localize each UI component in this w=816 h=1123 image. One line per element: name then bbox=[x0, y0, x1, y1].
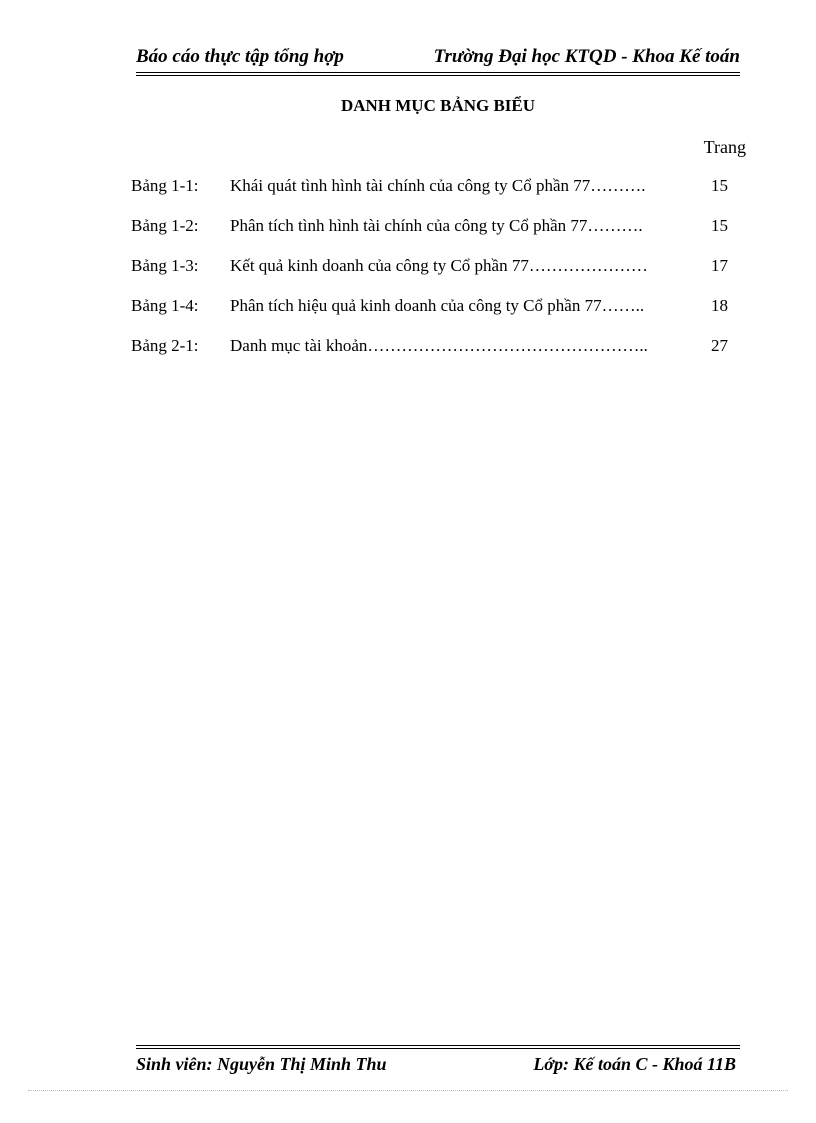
page-number: 15 bbox=[711, 176, 728, 195]
table-title: Phân tích hiệu quả kinh doanh của công ty Cổ phần 77…….. bbox=[230, 296, 645, 315]
header-rule bbox=[136, 75, 740, 76]
list-item[interactable] bbox=[131, 216, 741, 256]
table-number: Bảng 1-4: bbox=[131, 296, 199, 315]
table-number: Bảng 2-1: bbox=[131, 336, 199, 355]
list-item[interactable] bbox=[131, 296, 741, 336]
page-number: 17 bbox=[711, 256, 728, 275]
page-header bbox=[136, 46, 740, 68]
page-edge-dotted-line bbox=[28, 1090, 788, 1091]
table-number: Bảng 1-2: bbox=[131, 216, 199, 235]
table-number: Bảng 1-3: bbox=[131, 256, 199, 275]
footer-student-name: Sinh viên: Nguyễn Thị Minh Thu bbox=[136, 1054, 387, 1074]
table-title: Phân tích tình hình tài chính của công ty Cổ phần 77………. bbox=[230, 216, 643, 235]
table-number: Bảng 1-1: bbox=[131, 176, 199, 195]
page-number: 15 bbox=[711, 216, 728, 235]
header-report-title: Báo cáo thực tập tổng hợp bbox=[136, 46, 344, 67]
page-number: 27 bbox=[711, 336, 728, 355]
footer-class-name: Lớp: Kế toán C - Khoá 11B bbox=[533, 1054, 736, 1074]
list-item[interactable] bbox=[131, 256, 741, 296]
page-column-label: Trang bbox=[703, 137, 746, 157]
footer-rule bbox=[136, 1045, 740, 1046]
header-rule bbox=[136, 72, 740, 73]
table-title: Danh mục tài khoản………………………………………….. bbox=[230, 336, 648, 355]
table-list bbox=[131, 176, 741, 376]
list-item[interactable] bbox=[131, 336, 741, 376]
page-title: DANH MỤC BẢNG BIỂU bbox=[340, 96, 536, 115]
list-item[interactable] bbox=[131, 176, 741, 216]
page-footer bbox=[136, 1054, 736, 1075]
header-school-name: Trường Đại học KTQD - Khoa Kế toán bbox=[433, 46, 740, 67]
footer-rule bbox=[136, 1048, 740, 1049]
table-title: Khái quát tình hình tài chính của công ty Cổ phần 77………. bbox=[230, 176, 646, 195]
table-title: Kết quả kinh doanh của công ty Cổ phần 77………………… bbox=[230, 256, 648, 275]
page-number: 18 bbox=[711, 296, 728, 315]
